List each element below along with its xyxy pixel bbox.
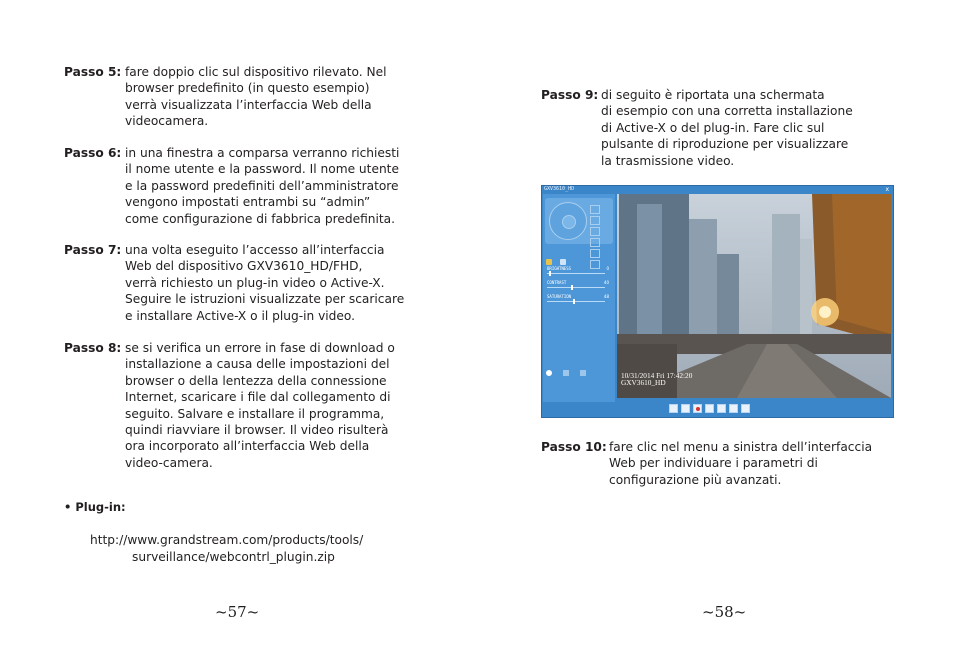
- step-line: la trasmissione video.: [601, 153, 735, 168]
- step-line: e la password predefiniti dell’amministratore: [125, 178, 399, 193]
- step-line: di seguito è riportata una schermata: [601, 88, 825, 102]
- step-line: seguito. Salvare e installare il programma,: [125, 406, 385, 421]
- web-interface-screenshot: [541, 185, 894, 418]
- fullscreen-icon[interactable]: [741, 404, 750, 413]
- panel-icons: [546, 250, 569, 260]
- step-line: videocamera.: [125, 114, 209, 129]
- video-toolbar: [617, 402, 891, 415]
- step-label: Passo 8:: [64, 341, 122, 355]
- step-line: ora incorporato all’interfaccia Web della: [125, 439, 370, 454]
- saturation-slider[interactable]: [545, 294, 613, 304]
- config-icon[interactable]: [580, 370, 586, 376]
- slider-value: 48: [603, 294, 609, 299]
- step-line: una volta eseguito l’accesso all’interfaccia: [125, 243, 385, 257]
- step-line: quindi riavviare il browser. Il video risulterà: [125, 423, 389, 438]
- step-line: Internet, scaricare i file dal collegamento di: [125, 390, 391, 405]
- step-line: browser o della lentezza della connessione: [125, 373, 387, 388]
- step-line: installazione a causa delle impostazioni del: [125, 357, 390, 372]
- osd-timestamp: 10/31/2014 Fri 17:42:20: [621, 371, 693, 380]
- brightness-slider[interactable]: [545, 266, 613, 276]
- step-line: vengono impostati entrambi su “admin”: [125, 195, 371, 210]
- window-title: GXV3610_HD: [544, 186, 575, 192]
- ptz-joystick-icon[interactable]: [549, 202, 587, 240]
- record-icon[interactable]: [693, 404, 702, 413]
- video-osd: [621, 372, 692, 386]
- step-line: Web del dispositivo GXV3610_HD/FHD,: [125, 259, 363, 274]
- step-line: se si verifica un errore in fase di download o: [125, 341, 395, 355]
- panel-bottom-icons: [546, 361, 592, 380]
- step-line: video-camera.: [125, 455, 213, 470]
- settings-icon[interactable]: [560, 259, 566, 265]
- play-icon[interactable]: [681, 404, 690, 413]
- audio-icon[interactable]: [717, 404, 726, 413]
- step-text: [609, 439, 872, 488]
- step-line: fare doppio clic sul dispositivo rilevato. Nel: [125, 65, 387, 79]
- step-line: di Active-X o del plug-in. Fare clic sul: [601, 120, 825, 135]
- step-label: Passo 6:: [64, 146, 122, 160]
- step-text: [601, 87, 853, 169]
- folder-icon[interactable]: [563, 370, 569, 376]
- step-line: verrà richiesto un plug-in video o Active-X.: [125, 275, 385, 290]
- plugin-url-line1[interactable]: http://www.grandstream.com/products/tools/: [90, 533, 364, 547]
- step-line: in una finestra a comparsa verranno richiesti: [125, 146, 400, 160]
- step-label: Passo 9:: [541, 88, 599, 102]
- step-line: di esempio con una corretta installazione: [601, 104, 853, 119]
- control-panel: [543, 194, 615, 402]
- video-stream[interactable]: [617, 194, 891, 398]
- contrast-slider[interactable]: [545, 280, 613, 290]
- user-icon[interactable]: [546, 370, 552, 376]
- page-number: ~58~: [702, 603, 747, 621]
- slider-value: 0: [606, 266, 609, 271]
- step-label: Passo 10:: [541, 440, 607, 454]
- step-line: e installare Active-X o il plug-in video.: [125, 308, 356, 323]
- step-line: pulsante di riproduzione per visualizzare: [601, 137, 849, 152]
- color-icon[interactable]: [546, 259, 552, 265]
- slider-label: CONTRAST: [547, 280, 567, 285]
- page-number: ~57~: [215, 603, 260, 621]
- step-line: fare clic nel menu a sinistra dell’interfaccia: [609, 440, 873, 454]
- step-line: Web per individuare i parametri di: [609, 456, 818, 471]
- step-line: configurazione più avanzati.: [609, 472, 782, 487]
- osd-device-name: GXV3610_HD: [621, 378, 666, 387]
- slider-label: BRIGHTNESS: [547, 266, 572, 271]
- plugin-url-line2[interactable]: surveillance/webcontrl_plugin.zip: [132, 550, 335, 564]
- step-line: verrà visualizzata l’interfaccia Web della: [125, 97, 372, 112]
- step-line: Seguire le istruzioni visualizzate per scaricare: [125, 292, 405, 307]
- talk-icon[interactable]: [729, 404, 738, 413]
- step-label: Passo 5:: [64, 65, 122, 79]
- street-scene-image: [617, 194, 891, 398]
- step-line: come configurazione di fabbrica predefinita.: [125, 211, 396, 226]
- stop-icon[interactable]: [669, 404, 678, 413]
- step-line: browser predefinito (in questo esempio): [125, 81, 370, 96]
- step-label: Passo 7:: [64, 243, 122, 257]
- close-icon[interactable]: x: [885, 186, 889, 193]
- ptz-control[interactable]: [545, 198, 613, 244]
- snapshot-icon[interactable]: [705, 404, 714, 413]
- plugin-label: • Plug-in:: [64, 500, 126, 514]
- ptz-buttons[interactable]: [589, 204, 611, 270]
- slider-label: SATURATION: [547, 294, 572, 299]
- slider-value: 40: [603, 280, 609, 285]
- step-line: il nome utente e la password. Il nome utente: [125, 162, 399, 177]
